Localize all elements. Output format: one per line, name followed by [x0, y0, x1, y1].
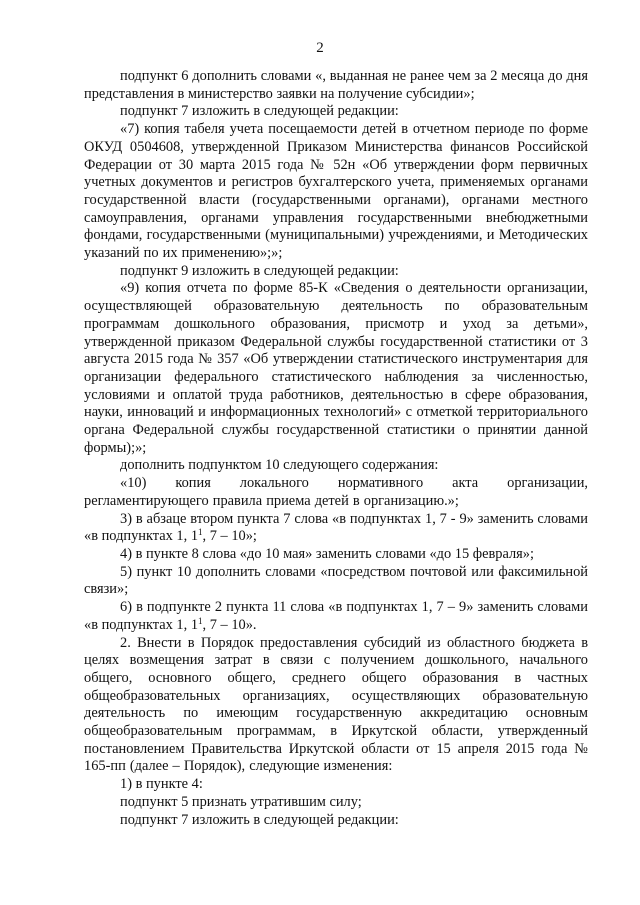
paragraph-section-2-item-1: 1) в пункте 4: [120, 776, 203, 793]
paragraph-subitem-7-text: «7) копия табеля учета посещаемости детей в отчетном периоде по форме ОКУД 0504608, утвержденной Приказом Министерства финансов Российской Федерации от 30 марта 2015 года № 52н «Об утверждении форм первичных учетных документов и регистров бухгалтерского учета, применяемых органами государственной власти (государственными органами), органами местного самоуправления, органами управления государственными внебюджетными фондами, государственными (муниципальными) учреждениями, и Методических указаний по их применению»;»; [84, 121, 588, 262]
paragraph-item-6-after: , 7 – 10». [202, 616, 257, 633]
paragraph-item-3-before: 3) в абзаце втором пункта 7 слова «в подпунктах 1, 7 - 9» заменить словами «в подпунктах 1, 1 [84, 510, 588, 545]
paragraph-section-2-subitem-7: подпункт 7 изложить в следующей редакции: [120, 811, 399, 828]
page-number: 2 [316, 40, 324, 56]
paragraph-subitem-10-text: «10) копия локального нормативного акта организации, регламентирующего правила приема детей в организацию.»; [84, 475, 588, 509]
paragraph-item-3 [84, 511, 588, 546]
paragraph-section-2: 2. Внести в Порядок предоставления субсидий из областного бюджета в целях возмещения затрат в связи с получением дошкольного, начального общего, основного общего, среднего общего образования в частных общеобразовательных организациях, осуществляющих образовательную деятельность по имеющим государственную аккредитацию основным общеобразовательным программам, в Иркутской области, утвержденный постановлением Правительства Иркутской области от 15 апреля 2015 года № 165-пп (далее – Порядок), следующие изменения: [84, 634, 588, 775]
paragraph-subitem-6: подпункт 6 дополнить словами «, выданная не ранее чем за 2 месяца до дня представления в министерство заявки на получение субсидии»; [84, 68, 588, 102]
paragraph-item-6-sup: 1 [198, 615, 203, 626]
paragraph-subitem-7-intro: подпункт 7 изложить в следующей редакции: [120, 103, 399, 120]
paragraph-subitem-9-intro: подпункт 9 изложить в следующей редакции: [120, 262, 399, 279]
document-body [84, 68, 588, 829]
paragraph-item-5: 5) пункт 10 дополнить словами «посредством почтовой или факсимильной связи»; [84, 563, 588, 598]
paragraph-subitem-9-text: «9) копия отчета по форме 85-К «Сведения о деятельности организации, осуществляющей образовательную деятельность по образовательным программам дошкольного образования, присмотр и уход за детьми», утвержденной приказом Федеральной службы государственной статистики от 3 августа 2015 года № 357 «Об утверждении статистического инструментария для организации федерального статистического наблюдения за численностью, условиями и оплатой труда работников, деятельностью в сфере образования, науки, инноваций и информационных технологий» с отметкой территориального органа Федеральной службы государственной статистики о принятии данной формы);»; [84, 280, 588, 456]
paragraph-item-6-before: 6) в подпункте 2 пункта 11 слова «в подпунктах 1, 7 – 9» заменить словами «в подпунктах 1, 1 [84, 599, 588, 633]
paragraph-item-3-sup: 1 [198, 527, 203, 538]
paragraph-item-3-after: , 7 – 10»; [202, 528, 257, 545]
paragraph-item-4: 4) в пункте 8 слова «до 10 мая» заменить словами «до 15 февраля»; [120, 545, 534, 562]
paragraph-item-6 [84, 599, 588, 634]
paragraph-subitem-10-intro: дополнить подпунктом 10 следующего содержания: [120, 457, 439, 474]
paragraph-section-2-subitem-5: подпункт 5 признать утратившим силу; [120, 793, 362, 810]
